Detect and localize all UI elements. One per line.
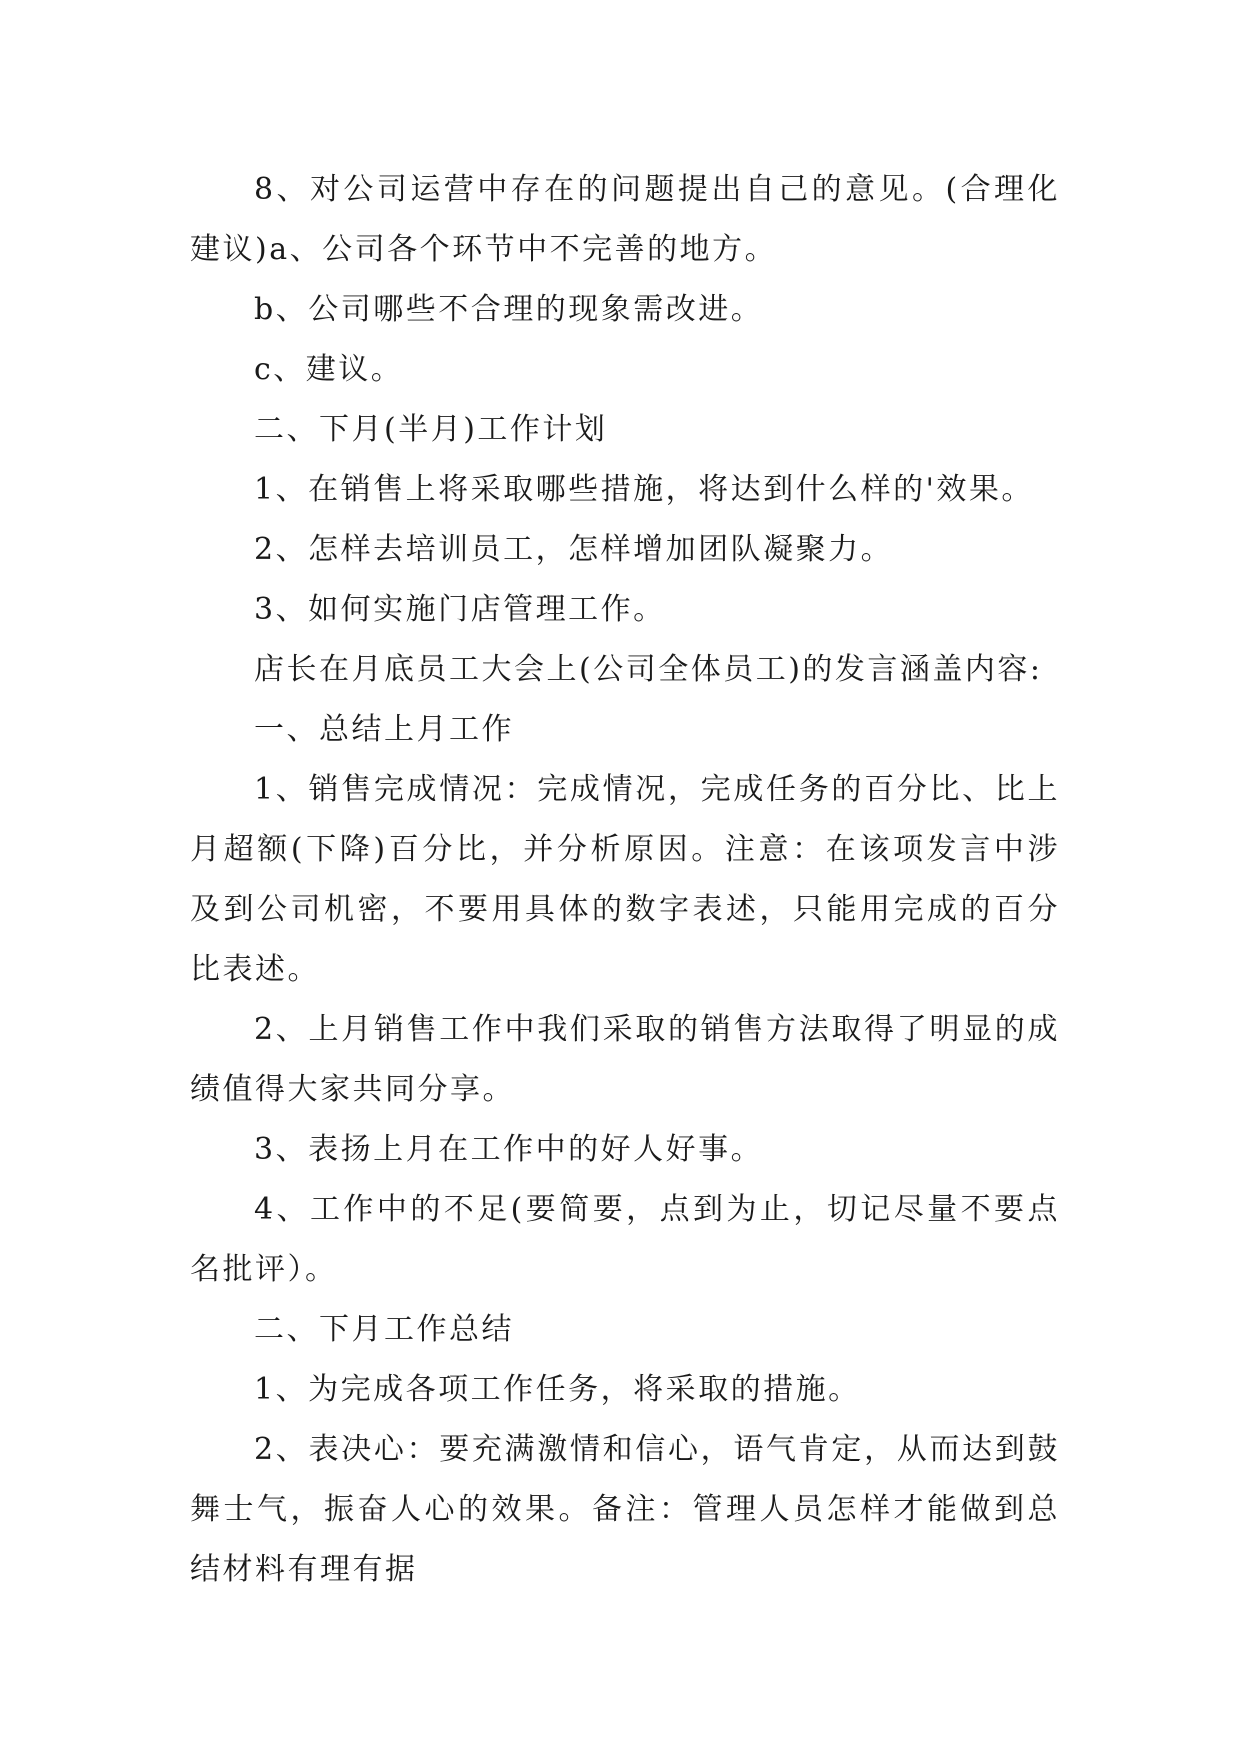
paragraph-shortcomings: 4、工作中的不足(要简要，点到为止，切记尽量不要点名批评）。 bbox=[190, 1192, 1060, 1287]
paragraph-meeting-speech-intro: 店长在月底员工大会上(公司全体员工)的发言涵盖内容: bbox=[254, 652, 1043, 687]
paragraph-advice: c、建议。 bbox=[254, 352, 404, 387]
paragraph-suggestions: 8、对公司运营中存在的问题提出自己的意见。(合理化建议)a、公司各个环节中不完善的地方。 bbox=[190, 172, 1060, 267]
paragraph-sales-measures: 1、在销售上将采取哪些措施，将达到什么样的'效果。 bbox=[254, 472, 1034, 507]
paragraph-determination: 2、表决心：要充满激情和信心，语气肯定，从而达到鼓舞士气，振奋人心的效果。备注：管理人员怎样才能做到总结材料有理有据 bbox=[190, 1432, 1060, 1587]
paragraph-praise: 3、表扬上月在工作中的好人好事。 bbox=[254, 1132, 764, 1167]
section-heading-last-month-summary: 一、总结上月工作 bbox=[254, 712, 514, 747]
section-heading-next-month-summary: 二、下月工作总结 bbox=[254, 1312, 514, 1347]
paragraph-staff-training: 2、怎样去培训员工，怎样增加团队凝聚力。 bbox=[254, 532, 894, 567]
paragraph-store-management: 3、如何实施门店管理工作。 bbox=[254, 592, 666, 627]
section-heading-next-month-plan: 二、下月(半月)工作计划 bbox=[254, 412, 608, 447]
paragraph-task-measures: 1、为完成各项工作任务，将采取的措施。 bbox=[254, 1372, 861, 1407]
document-body bbox=[190, 160, 1060, 1600]
paragraph-sales-completion: 1、销售完成情况：完成情况，完成任务的百分比、比上月超额(下降)百分比，并分析原因。注意：在该项发言中涉及到公司机密，不要用具体的数字表述，只能用完成的百分比表述。 bbox=[190, 772, 1060, 987]
paragraph-sales-methods: 2、上月销售工作中我们采取的销售方法取得了明显的成绩值得大家共同分享。 bbox=[190, 1012, 1060, 1107]
paragraph-unreasonable-phenomena: b、公司哪些不合理的现象需改进。 bbox=[254, 292, 764, 327]
